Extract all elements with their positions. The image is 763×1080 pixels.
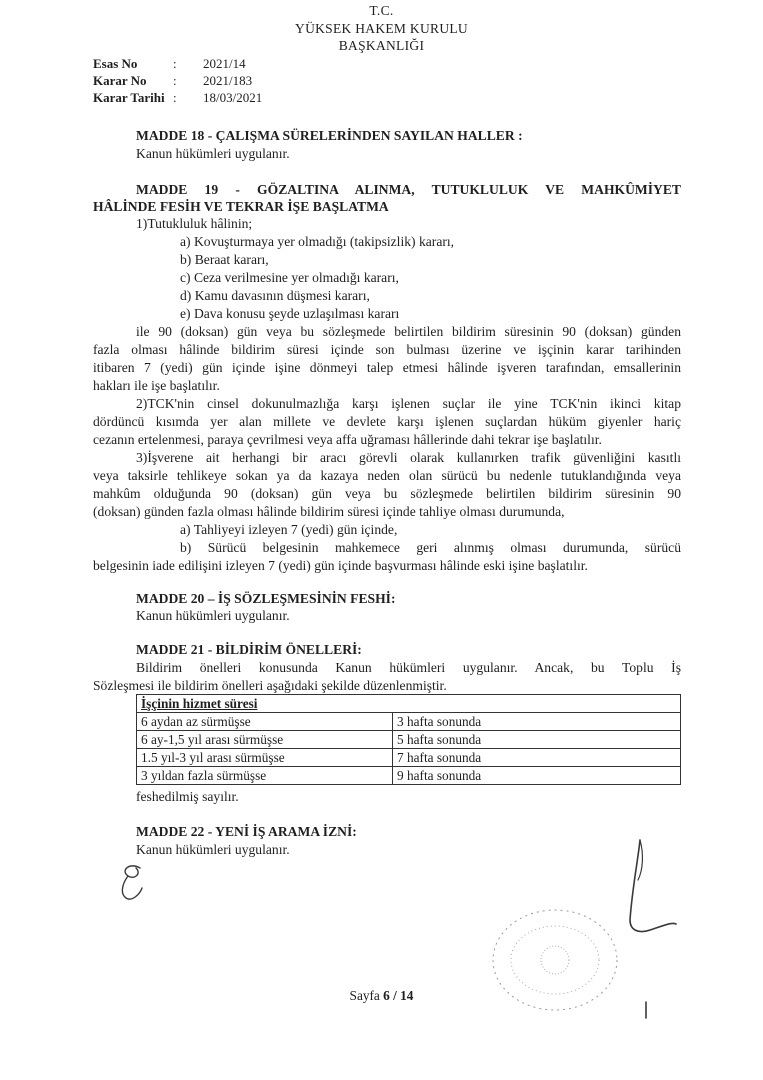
m19-p3-line3: mahkûm olduğunda 90 (doksan) gün veya bu sözleşmede belirtilen bildirim süresinin 90: [93, 486, 681, 501]
handwritten-initial-icon: [112, 858, 162, 908]
table-cell-period: 3 yıldan fazla sürmüşse: [137, 767, 393, 785]
m19-title-line1: MADDE 19 - GÖZALTINA ALINMA, TUTUKLULUK VE MAHKÛMİYET: [136, 182, 681, 197]
header-tc: T.C.: [369, 3, 394, 18]
table-cell-period: 6 aydan az sürmüşse: [137, 713, 393, 731]
table-header-cell: İşçinin hizmet süresi: [137, 695, 681, 713]
table-cell-notice: 7 hafta sonunda: [393, 749, 681, 767]
table-row: [137, 767, 681, 785]
m19-p2-line2: dördüncü kısımda yer alan millete ve devlete karşı işlenen suçlardan hüküm giyenler hariç: [93, 414, 681, 429]
m20-body: Kanun hükümleri uygulanır.: [136, 608, 290, 623]
m18-body: Kanun hükümleri uygulanır.: [136, 146, 290, 161]
table-cell-notice: 3 hafta sonunda: [393, 713, 681, 731]
m22-title: MADDE 22 - YENİ İŞ ARAMA İZNİ:: [136, 824, 357, 839]
meta-karar-tarihi: Karar Tarihi : 18/03/2021: [93, 90, 263, 105]
m19-p3-item-b-line1: b) Sürücü belgesinin mahkemece geri alınmış olması durumunda, sürücü: [180, 540, 681, 555]
table-row: [137, 731, 681, 749]
meta-esas: Esas No : 2021/14: [93, 56, 246, 71]
m19-p1-item-d: d) Kamu davasının düşmesi kararı,: [180, 288, 370, 303]
m19-title-line2: HÂLİNDE FESİH VE TEKRAR İŞE BAŞLATMA: [93, 199, 389, 214]
table-cell-notice: 5 hafta sonunda: [393, 731, 681, 749]
m19-p1-line2: fazla olması hâlinde bildirim süresi içinde son bulması üzerine ve işçinin karar tarihinden: [93, 342, 681, 357]
page-number: 6 / 14: [383, 988, 414, 1003]
m19-p1-line4: hakları ile işe başlatılır.: [93, 378, 220, 393]
m18-title: MADDE 18 - ÇALIŞMA SÜRELERİNDEN SAYILAN HALLER :: [136, 128, 523, 143]
m22-body: Kanun hükümleri uygulanır.: [136, 842, 290, 857]
m19-p1-item-c: c) Ceza verilmesine yer olmadığı kararı,: [180, 270, 399, 285]
table-header-row: [137, 695, 681, 713]
table-row: [137, 749, 681, 767]
table-cell-period: 1.5 yıl-3 yıl arası sürmüşse: [137, 749, 393, 767]
m19-p3-line2: veya taksirle tehlikeye sokan ya da kazaya neden olan sürücü bu nedenle tutuklandığında veya: [93, 468, 681, 483]
m19-p2-line1: 2)TCK'nin cinsel dokunulmazlığa karşı işlenen suçlar ile yine TCK'nin ikinci kitap: [136, 396, 681, 411]
m19-p1-line1: ile 90 (doksan) gün veya bu sözleşmede belirtilen bildirim süresinin 90 (doksan) günden: [136, 324, 681, 339]
m21-line2: Sözleşmesi ile bildirim önelleri aşağıdaki şekilde düzenlenmiştir.: [93, 678, 447, 693]
m21-line1: Bildirim önelleri konusunda Kanun hükümleri uygulanır. Ancak, bu Toplu İş: [136, 660, 681, 675]
m19-p1-item-a: a) Kovuşturmaya yer olmadığı (takipsizlik) kararı,: [180, 234, 455, 249]
table-cell-notice: 9 hafta sonunda: [393, 767, 681, 785]
m19-p1-item-e: e) Dava konusu şeyde uzlaşılması kararı: [180, 306, 400, 321]
m19-p2-line3: cezanın ertelenmesi, paraya çevrilmesi veya affa uğraması hâllerinde dahi tekrar işe başlatılır.: [93, 432, 602, 447]
m19-p3-line1: 3)İşverene ait herhangi bir aracı görevli olarak kullanırken trafik güvenliğini kasıtlı: [136, 450, 681, 465]
m19-p1-item-b: b) Beraat kararı,: [180, 252, 269, 267]
m19-p1-intro: 1)Tutukluluk hâlinin;: [136, 216, 253, 231]
notice-period-table: [136, 694, 681, 785]
m20-title: MADDE 20 – İŞ SÖZLEŞMESİNİN FESHİ:: [136, 591, 396, 606]
m19-p1-line3: itibaren 7 (yedi) gün içinde işine dönmeyi talep etmesi hâlinde işveren tarafından, emsallerinin: [93, 360, 681, 375]
m19-p3-item-a: a) Tahliyeyi izleyen 7 (yedi) gün içinde,: [180, 522, 398, 537]
m19-p3-item-b-line2: belgesinin iade edilişini izleyen 7 (yedi) gün içinde başvurması hâlinde eski işine başlatılır.: [93, 558, 588, 573]
m19-p3-line4: (doksan) günden fazla olması hâlinde bildirim süresi içinde tahliye olması durumunda,: [93, 504, 565, 519]
header-department: BAŞKANLIĞI: [338, 38, 425, 53]
m21-title: MADDE 21 - BİLDİRİM ÖNELLERİ:: [136, 642, 362, 657]
table-cell-period: 6 ay-1,5 yıl arası sürmüşse: [137, 731, 393, 749]
table-row: [137, 713, 681, 731]
page-footer: Sayfa 6 / 14: [349, 988, 414, 1003]
meta-karar: Karar No : 2021/183: [93, 73, 253, 88]
m21-after-table: feshedilmiş sayılır.: [136, 789, 239, 804]
header-institution: YÜKSEK HAKEM KURULU: [295, 21, 468, 36]
